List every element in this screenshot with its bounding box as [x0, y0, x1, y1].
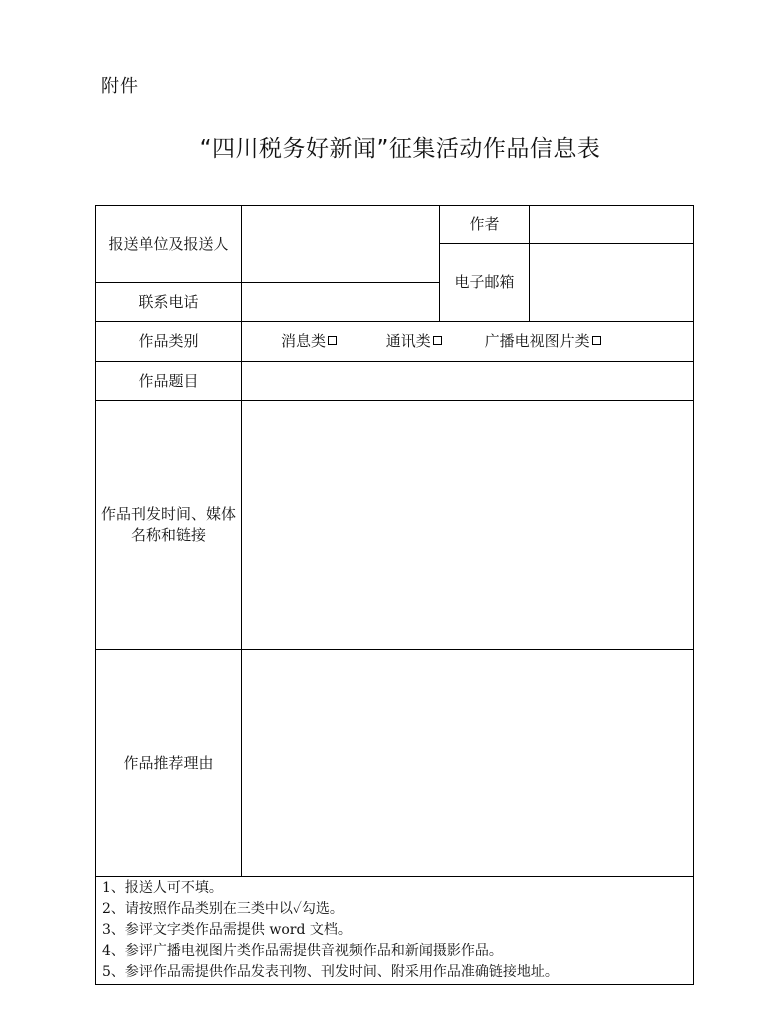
category-options [242, 322, 694, 362]
reason-field[interactable] [242, 650, 694, 877]
email-field[interactable] [530, 244, 694, 322]
category-option-label: 消息类 [281, 332, 327, 350]
checkbox-icon[interactable] [433, 336, 442, 345]
phone-label: 联系电话 [96, 283, 242, 322]
note-item: 2、请按照作品类别在三类中以✓勾选。 [102, 901, 344, 917]
unit-reporter-label: 报送单位及报送人 [96, 206, 242, 283]
note-item: 5、参评作品需提供作品发表刊物、刊发时间、附采用作品准确链接地址。 [102, 964, 559, 980]
checkbox-icon[interactable] [328, 336, 337, 345]
publish-info-label: 作品刊发时间、媒体名称和链接 [96, 401, 242, 650]
phone-field[interactable] [242, 283, 440, 322]
category-option-broadcast[interactable] [485, 331, 601, 352]
topic-label: 作品题目 [96, 362, 242, 401]
page-title: “四川税务好新闻”征集活动作品信息表 [199, 136, 601, 162]
attachment-label: 附件 [101, 76, 139, 97]
author-label: 作者 [440, 206, 530, 244]
author-field[interactable] [530, 206, 694, 244]
category-option-feature[interactable] [386, 331, 442, 352]
category-option-news[interactable] [281, 331, 337, 352]
topic-field[interactable] [242, 362, 694, 401]
note-item: 4、参评广播电视图片类作品需提供音视频作品和新闻摄影作品。 [102, 943, 503, 959]
notes-section [96, 877, 694, 985]
category-option-label: 通讯类 [385, 332, 431, 350]
email-label: 电子邮箱 [440, 244, 530, 322]
unit-reporter-field[interactable] [242, 206, 440, 283]
note-item: 3、参评文字类作品需提供 word 文档。 [102, 922, 352, 938]
category-label: 作品类别 [96, 322, 242, 362]
category-option-label: 广播电视图片类 [484, 332, 590, 350]
reason-label: 作品推荐理由 [96, 650, 242, 877]
publish-info-field[interactable] [242, 401, 694, 650]
note-item: 1、报送人可不填。 [102, 880, 223, 896]
checkbox-icon[interactable] [592, 336, 601, 345]
info-form-table [95, 205, 694, 985]
